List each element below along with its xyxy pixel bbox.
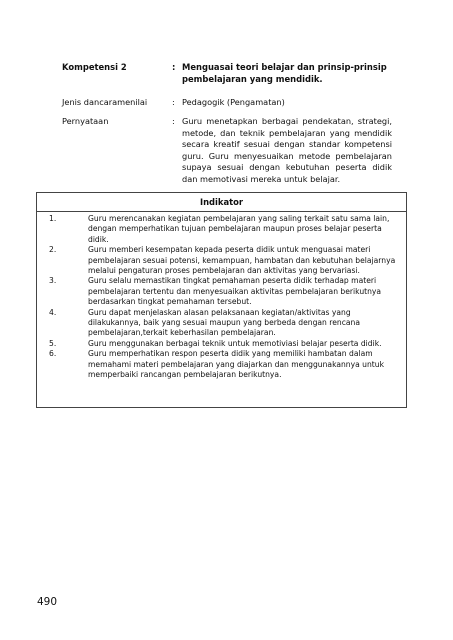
indikator-item-number: 4. [49,307,57,317]
indikator-item-text: Guru selalu memastikan tingkat pemahaman peserta didik terhadap materi pembelajaran tertentu dan menyesuaikan aktivitas pembelajaran berikutnya berdasarkan tingkat pemahaman tersebut. [88,276,382,307]
pernyataan-value: Guru menetapkan berbagai pendekatan, strategi, metode, dan teknik pembelajaran yang mendidik secara kreatif sesuai dengan standar kompetensi guru. Guru menyesuaikan metode pembelajaran supaya sesuai dengan kebutuhan peserta didik dan memotivasi mereka untuk belajar. [182,116,392,184]
indikator-item-number: 1. [49,214,57,223]
indikator-list [37,214,406,381]
indikator-table [36,192,407,408]
indikator-item [37,308,406,339]
indikator-item-text: Guru merencanakan kegiatan pembelajaran yang saling terkait satu sama lain, dengan memperhatikan tujuan pembelajaran maupun proses belajar peserta didik. [88,214,390,244]
page-number: 490 [37,596,58,608]
kompetensi-label: Kompetensi 2 [62,62,127,72]
indikator-item-number: 6. [49,349,57,359]
pernyataan-colon: : [172,116,175,126]
pernyataan-row [62,116,392,196]
indikator-item-text: Guru dapat menjelaskan alasan pelaksanaan kegiatan/aktivitas yang dilakukannya, baik yang sesuai maupun yang berbeda dengan rencana pembelajaran,terkait keberhasilan pembelajaran. [88,307,361,338]
kompetensi-value: Menguasai teori belajar dan prinsip-prinsip pembelajaran yang mendidik. [182,62,387,84]
indikator-item-text: Guru memperhatikan respon peserta didik yang memiliki hambatan dalam memahami materi pembelajaran yang diajarkan dan menggunakannya untuk memperbaiki rancangan pembelajaran berikutnya. [88,349,384,380]
indikator-item-number: 2. [49,245,57,255]
jenis-colon: : [172,97,175,107]
kompetensi-row [62,61,392,85]
indikator-item-number: 5. [49,338,57,348]
indikator-item-text: Guru menggunakan berbagai teknik untuk memotiviasi belajar peserta didik. [88,338,382,348]
jenis-value: Pedagogik (Pengamatan) [182,97,285,107]
pernyataan-label: Pernyataan [62,116,109,126]
indikator-header: Indikator [37,193,406,212]
indikator-item [37,349,406,380]
jenis-label: Jenis dancaramenilai [62,97,148,107]
kompetensi-colon: : [172,62,176,72]
indikator-item [37,339,406,349]
indikator-item [37,214,406,245]
indikator-item-number: 3. [49,276,57,286]
indikator-item-text: Guru memberi kesempatan kepada peserta didik untuk menguasai materi pembelajaran sesuai potensi, kemampuan, hambatan dan kebutuhan belajarnya melalui pengaturan proses pembelajaran dan aktivitas yang bervariasi. [88,245,396,276]
jenis-row [62,97,392,109]
indikator-item [37,276,406,307]
indikator-item [37,245,406,276]
